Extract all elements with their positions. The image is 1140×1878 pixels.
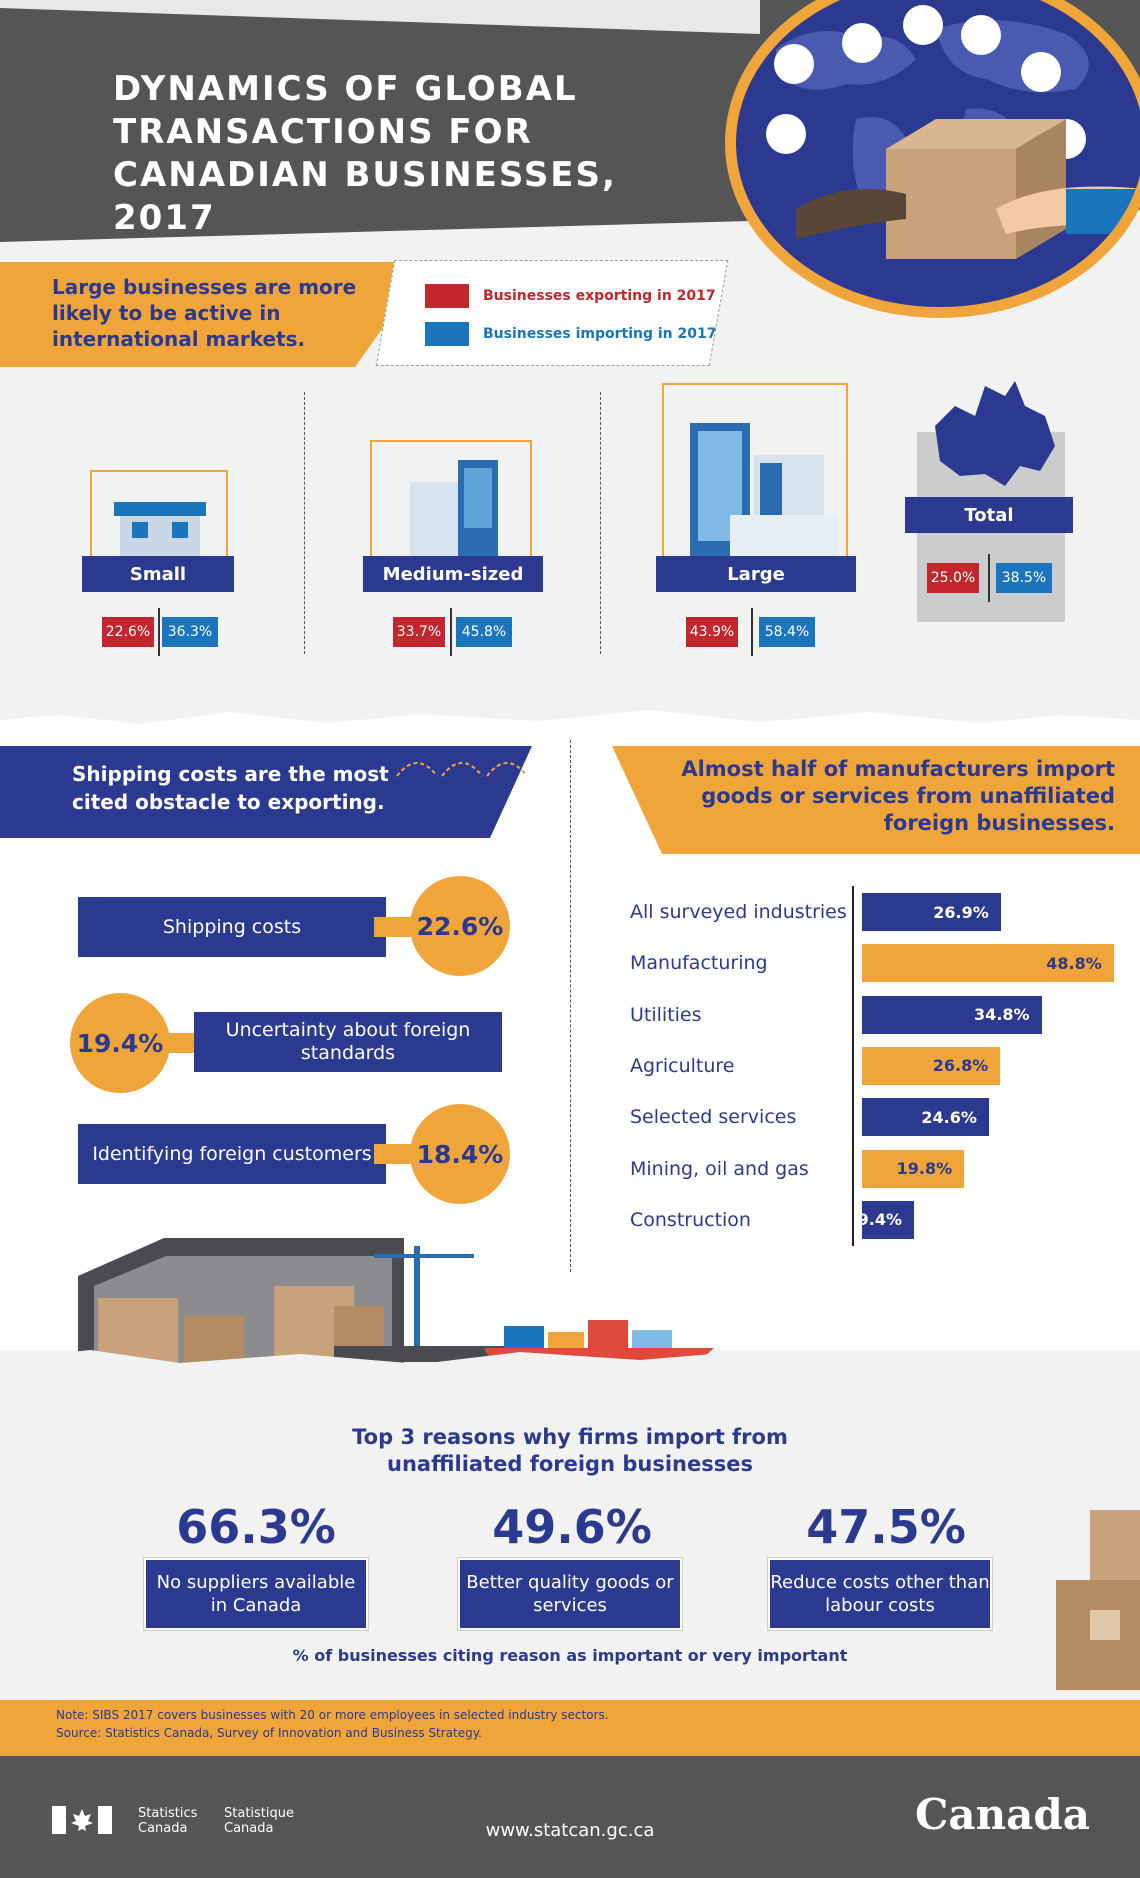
- page-title: [113, 68, 733, 240]
- reason-label-1: No suppliers available in Canada: [146, 1560, 366, 1628]
- divider-dashed: [600, 392, 601, 654]
- source-text: Source: Statistics Canada, Survey of Innovation and Business Strategy.: [56, 1726, 482, 1740]
- obstacle-bar-standards: Uncertainty about foreign standards: [194, 1012, 502, 1072]
- medium-import-pct: 45.8%: [456, 617, 512, 647]
- industry-value-label: 34.8%: [974, 1005, 1030, 1025]
- title-line-2: TRANSACTIONS FOR: [113, 112, 533, 152]
- industry-value-label: 26.8%: [932, 1056, 989, 1076]
- industry-bar: [862, 1098, 989, 1136]
- website-link[interactable]: www.statcan.gc.ca: [485, 1820, 655, 1841]
- export-swatch: [425, 284, 469, 308]
- industry-bar: [862, 1047, 1000, 1085]
- reason-value-3: 47.5%: [806, 1500, 966, 1554]
- small-export-pct: 22.6%: [102, 617, 154, 647]
- obstacle-bar-customers: Identifying foreign customers: [78, 1124, 386, 1184]
- industry-bar: [862, 1150, 964, 1188]
- industry-label: Selected services: [630, 1106, 797, 1129]
- world-map-icon: [736, 0, 1140, 307]
- agency-fr-line-1: Statistique: [224, 1806, 294, 1821]
- medium-export-pct: 33.7%: [393, 617, 445, 647]
- large-business-frame: [662, 383, 848, 558]
- legend-import: [425, 320, 717, 348]
- obstacles-heading: Shipping costs are the most cited obstacle to exporting.: [72, 762, 389, 814]
- industry-bar: [862, 893, 1001, 931]
- industry-value-label: 48.8%: [1046, 953, 1102, 973]
- canada-flag-icon: [52, 1806, 112, 1834]
- globe-illustration: [725, 0, 1140, 318]
- total-import-pct: 38.5%: [996, 563, 1052, 593]
- title-line-3: CANADIAN BUSINESSES, 2017: [113, 155, 617, 238]
- divider-dashed: [304, 392, 305, 654]
- import-swatch: [425, 322, 469, 346]
- large-label: Large: [656, 556, 856, 592]
- total-divider: [988, 554, 990, 602]
- total-label: Total: [905, 497, 1073, 533]
- agency-name-en: [138, 1806, 197, 1836]
- small-import-pct: 36.3%: [162, 617, 218, 647]
- industry-value-label: 24.6%: [921, 1107, 977, 1127]
- obstacle-value-customers: 18.4%: [410, 1104, 510, 1204]
- medium-label: Medium-sized: [363, 556, 543, 592]
- large-building-icon: [664, 385, 846, 556]
- obstacle-connector: [374, 917, 414, 937]
- agency-fr-line-2: Canada: [224, 1821, 274, 1836]
- shipping-route-icon: [392, 748, 532, 782]
- reasons-caption: % of businesses citing reason as important or very important: [292, 1646, 848, 1665]
- small-business-frame: [90, 470, 228, 558]
- reason-label-3: Reduce costs other than labour costs: [770, 1560, 990, 1628]
- obstacle-value-standards: 19.4%: [70, 993, 170, 1093]
- medium-business-frame: [370, 440, 532, 558]
- industry-label: Agriculture: [630, 1054, 735, 1077]
- canada-wordmark: Canada: [915, 1790, 1090, 1839]
- legend-box: [376, 260, 729, 366]
- industry-label: Construction: [630, 1208, 751, 1231]
- industry-value-label: 26.9%: [933, 902, 989, 922]
- medium-building-icon: [372, 442, 530, 556]
- chart-axis: [852, 886, 854, 1246]
- total-export-pct: 25.0%: [927, 563, 979, 593]
- industry-bar: [862, 944, 1114, 982]
- small-label: Small: [82, 556, 234, 592]
- industry-value-label: 9.4%: [857, 1210, 902, 1230]
- industry-label: Utilities: [630, 1003, 702, 1026]
- reason-label-2: Better quality goods or services: [460, 1560, 680, 1628]
- industry-bar: [857, 1201, 914, 1239]
- note-text: Note: SIBS 2017 covers businesses with 20 or more employees in selected industry sectors.: [56, 1708, 609, 1722]
- industry-value-label: 19.8%: [896, 1159, 953, 1178]
- obstacle-connector: [374, 1144, 414, 1164]
- industry-label: Mining, oil and gas: [630, 1157, 809, 1180]
- large-import-pct: 58.4%: [759, 617, 815, 647]
- chart-title: Almost half of manufacturers import goods or services from unaffiliated foreign businesses.: [681, 757, 1115, 835]
- reasons-heading-line-1: Top 3 reasons why firms import from: [352, 1425, 788, 1449]
- obstacle-value-shipping: 22.6%: [410, 876, 510, 976]
- agency-name-fr: [224, 1806, 294, 1836]
- large-divider: [751, 608, 753, 656]
- boxes-illustration: [1050, 1500, 1140, 1700]
- industry-label: All surveyed industries: [630, 901, 847, 923]
- industry-bar: [862, 996, 1042, 1034]
- title-line-1: DYNAMICS OF GLOBAL: [113, 69, 578, 109]
- port-warehouse-illustration: [74, 1236, 714, 1366]
- reason-value-1: 66.3%: [176, 1500, 336, 1554]
- large-export-pct: 43.9%: [686, 617, 738, 647]
- reasons-heading: [300, 1424, 840, 1478]
- small-divider: [158, 608, 160, 656]
- canada-map-icon: [925, 376, 1063, 496]
- legend-export: [425, 282, 716, 310]
- medium-divider: [450, 608, 452, 656]
- industry-label: Manufacturing: [630, 952, 768, 975]
- reasons-heading-line-2: unaffiliated foreign businesses: [387, 1452, 753, 1476]
- legend-export-label: Businesses exporting in 2017: [483, 288, 716, 304]
- agency-en-line-1: Statistics: [138, 1806, 198, 1821]
- agency-en-line-2: Canada: [138, 1821, 188, 1836]
- obstacle-bar-shipping: Shipping costs: [78, 897, 386, 957]
- reason-value-2: 49.6%: [492, 1500, 652, 1554]
- size-section-heading: Large businesses are more likely to be active in international markets.: [52, 275, 357, 351]
- small-building-icon: [92, 472, 226, 556]
- divider-dashed: [570, 740, 571, 1272]
- legend-import-label: Businesses importing in 2017: [483, 326, 717, 342]
